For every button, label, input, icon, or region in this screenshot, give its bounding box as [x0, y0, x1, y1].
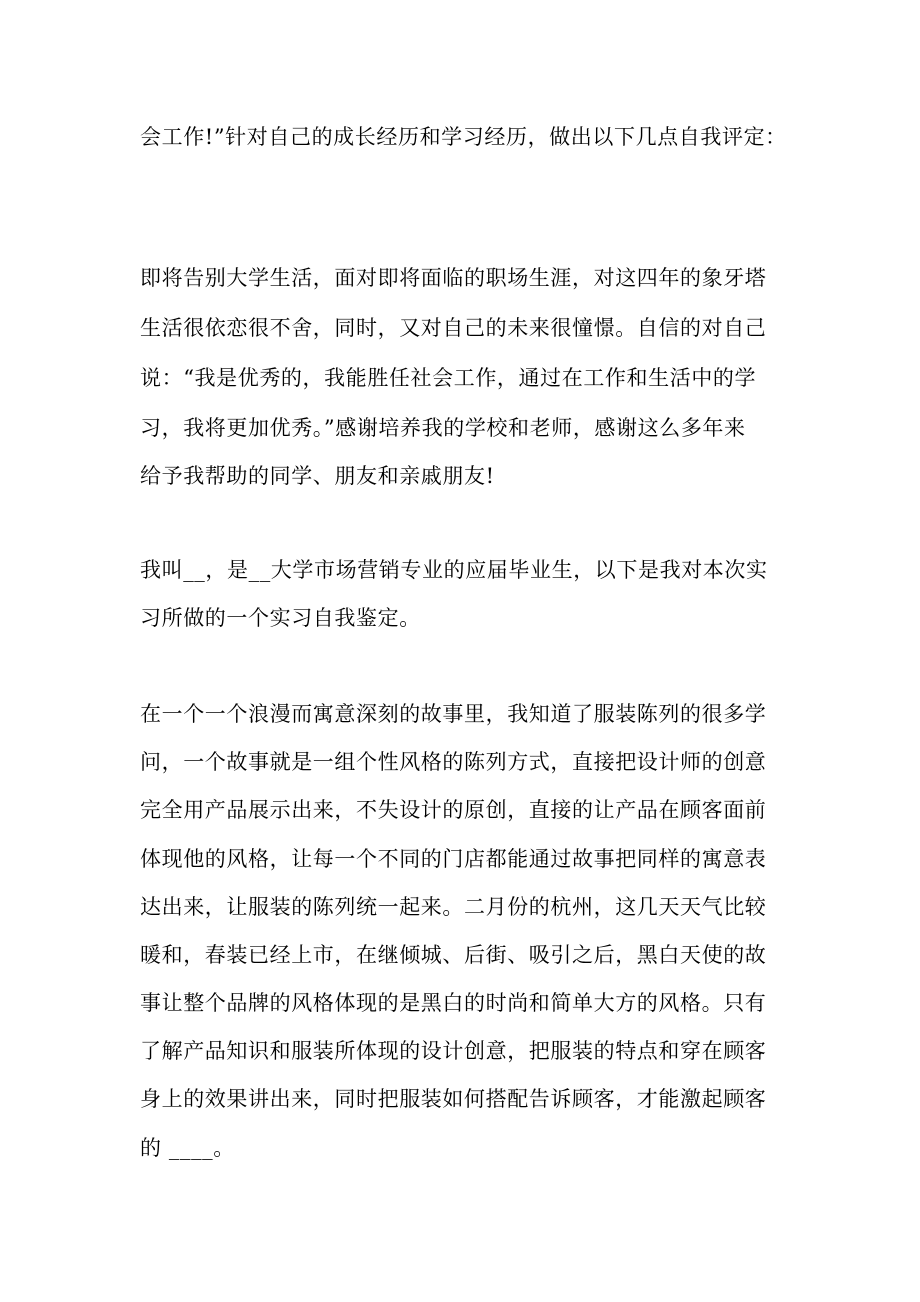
text-line: 生活很依恋很不舍，同时，又对自己的未来很憧憬。自信的对自己 [140, 316, 767, 340]
text-line: 会工作!”针对自己的成长经历和学习经历，做出以下几点自我评定： [140, 125, 787, 149]
text-line: 即将告别大学生活，面对即将面临的职场生涯，对这四年的象牙塔 [140, 266, 767, 290]
text-line: 给予我帮助的同学、朋友和亲戚朋友! [140, 464, 495, 488]
text-line: 说：“我是优秀的，我能胜任社会工作，通过在工作和生活中的学 [140, 366, 757, 390]
text-line: 身上的效果讲出来，同时把服装如何搭配告诉顾客，才能激起顾客 [140, 1087, 767, 1111]
text-line: 习，我将更加优秀。”感谢培养我的学校和老师，感谢这么多年来 [140, 416, 746, 440]
text-line: 在一个一个浪漫而寓意深刻的故事里，我知道了服装陈列的很多学 [140, 702, 767, 726]
text-line: 暖和，春装已经上市，在继倾城、后街、吸引之后，黑白天使的故 [140, 943, 767, 967]
text-line: 完全用产品展示出来，不失设计的原创，直接的让产品在顾客面前 [140, 798, 767, 822]
text-line: 我叫__，是__大学市场营销专业的应届毕业生，以下是我对本次实 [140, 558, 768, 582]
text-line: 了解产品知识和服装所体现的设计创意，把服装的特点和穿在顾客 [140, 1039, 767, 1063]
text-line: 体现他的风格，让每一个不同的门店都能通过故事把同样的寓意表 [140, 847, 767, 871]
text-line: 习所做的一个实习自我鉴定。 [140, 606, 421, 630]
text-line: 问，一个故事就是一组个性风格的陈列方式，直接把设计师的创意 [140, 750, 767, 774]
text-line: 达出来，让服装的陈列统一起来。二月份的杭州，这几天天气比较 [140, 895, 767, 919]
text-line: 的 ____。 [140, 1136, 235, 1160]
text-line: 事让整个品牌的风格体现的是黑白的时尚和简单大方的风格。只有 [140, 991, 767, 1015]
